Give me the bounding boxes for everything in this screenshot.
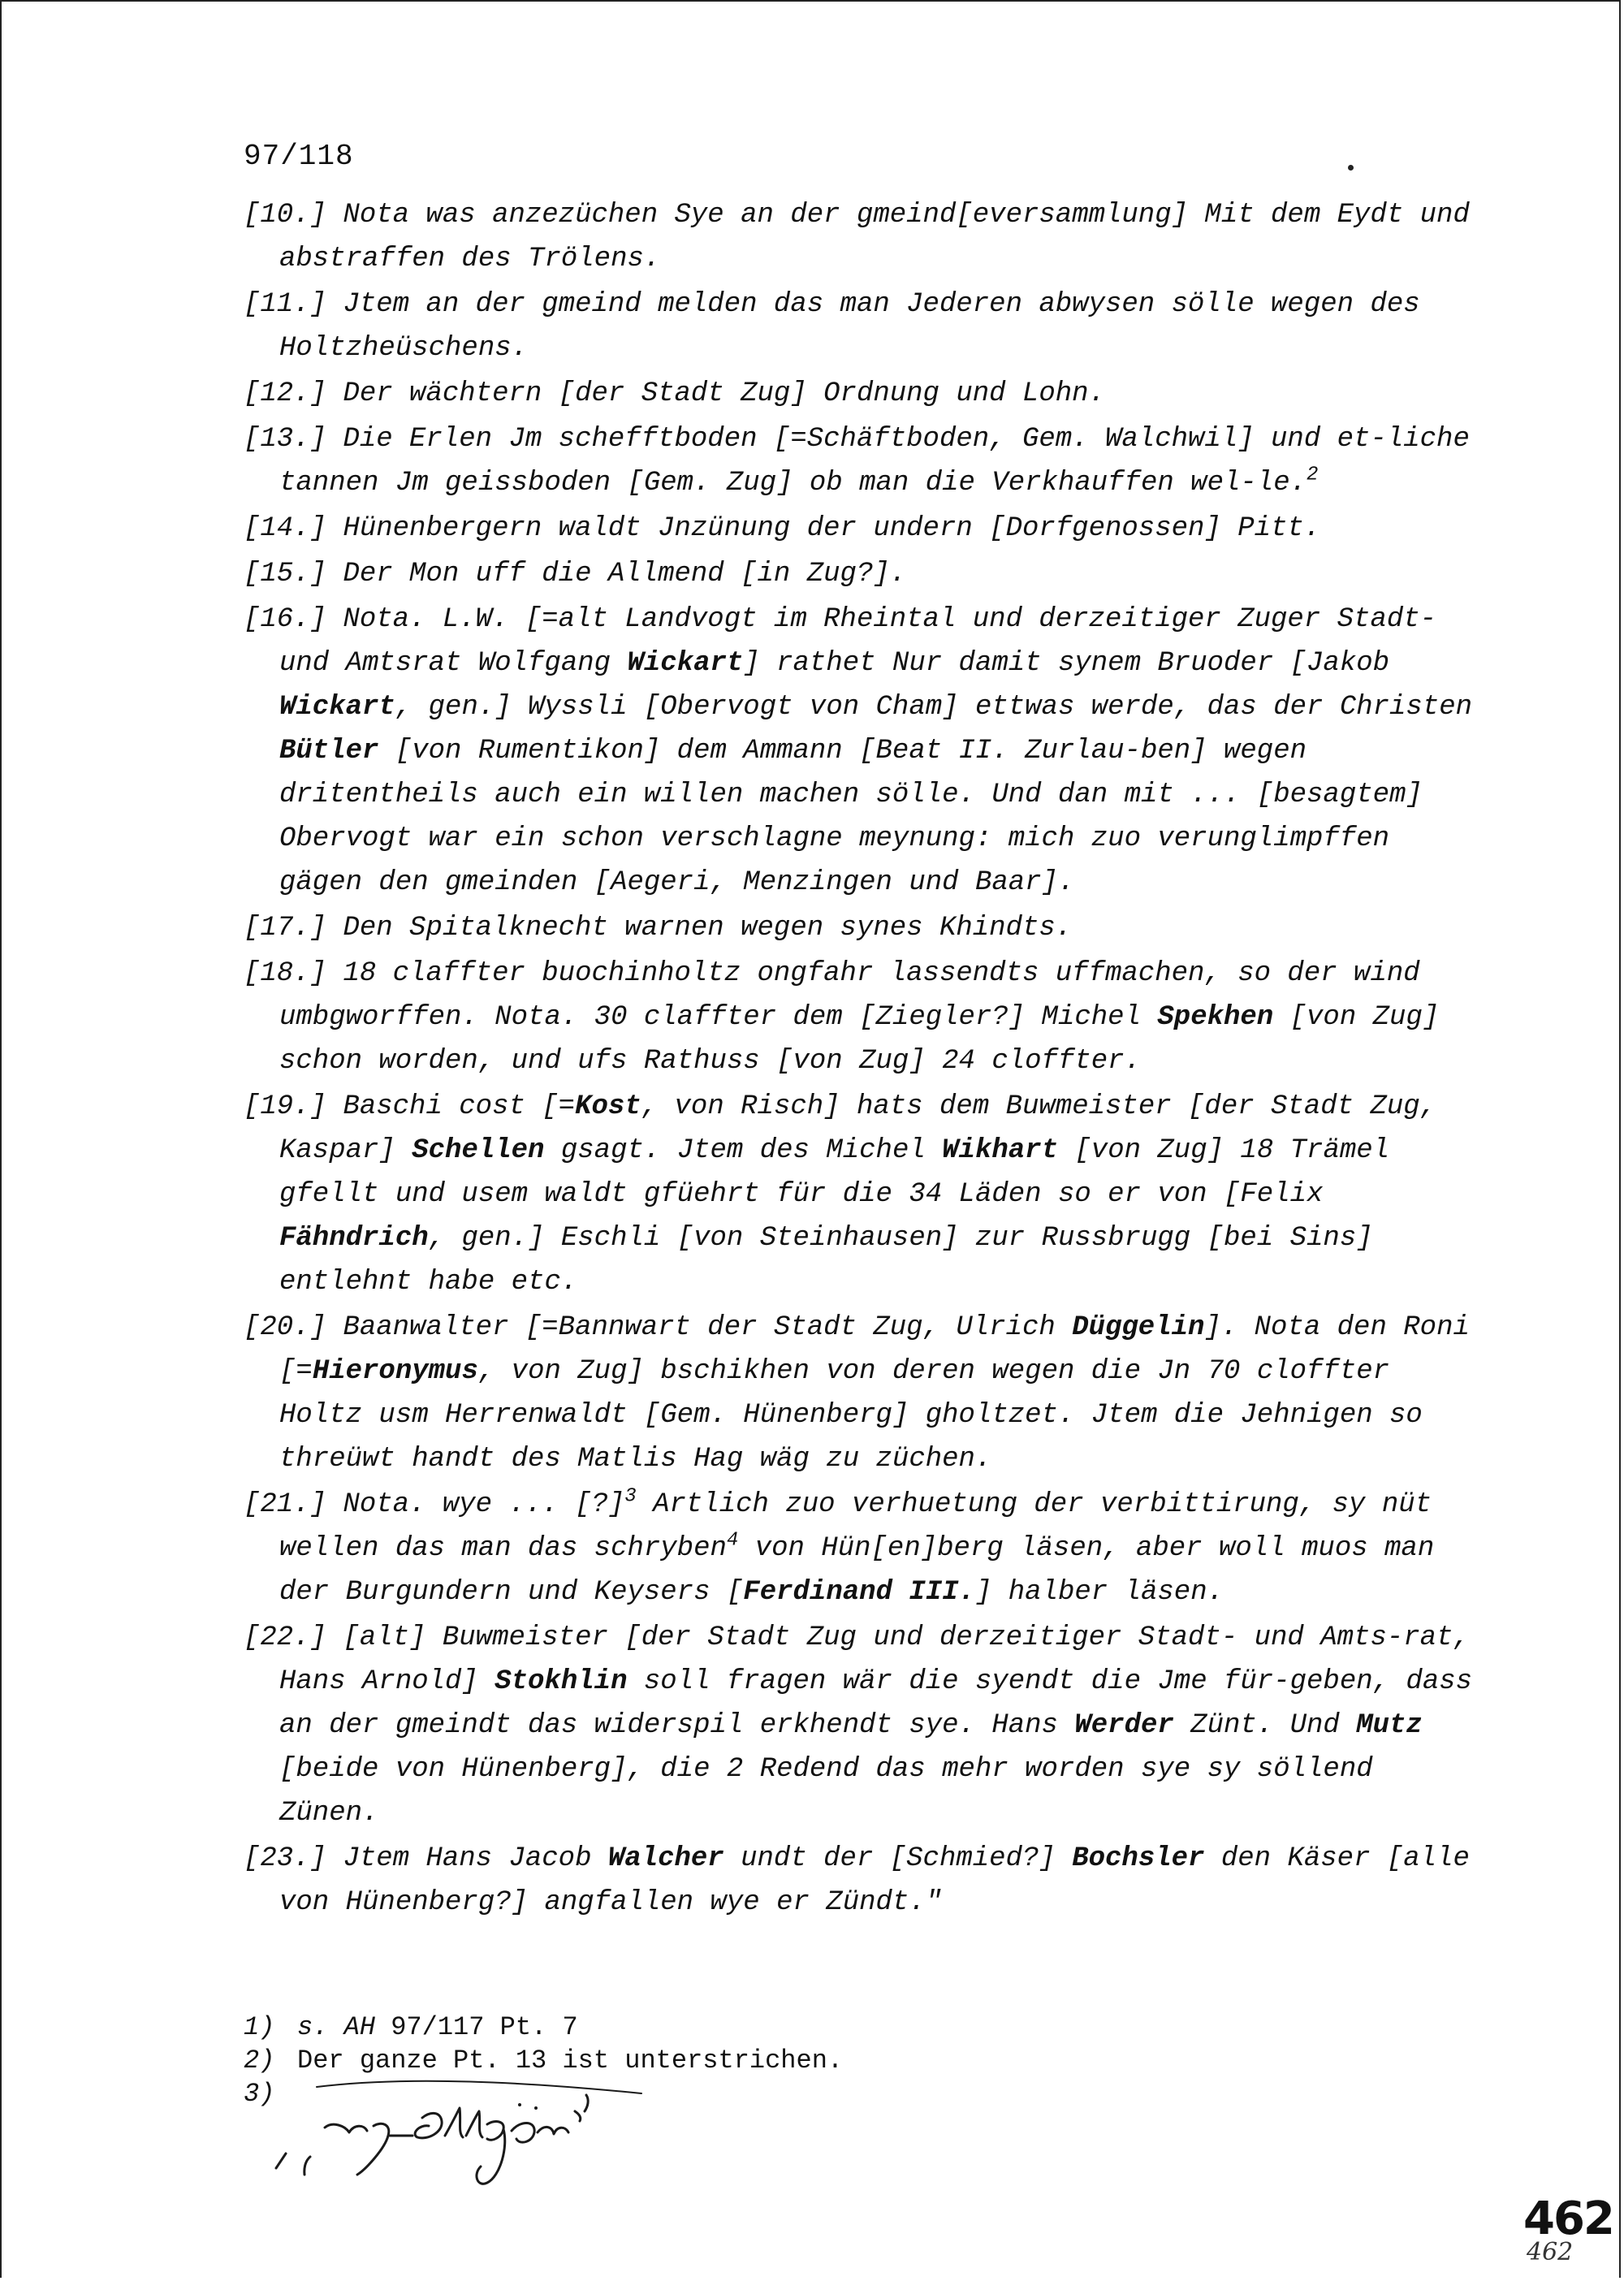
name-werder: Werder xyxy=(1074,1710,1174,1741)
name-ferdinand: Ferdinand III. xyxy=(743,1577,975,1608)
footnote-ref-4: 4 xyxy=(726,1529,739,1552)
name-bochsler: Bochsler xyxy=(1072,1843,1205,1874)
name-wickart-2: Wickart xyxy=(279,692,395,723)
entry-21: [21.] Nota. wye ... [?]$^3$ Artlich zuo verhuetung der verbittirung, sy nüt wellen das man das schryben$^4$ von Hün[en]berg läsen, aber woll muos man der Burgundern und Keysers [Ferdinand III.] halber läsen. xyxy=(244,1485,1435,1608)
entries-list xyxy=(244,193,1478,1926)
document-number: 97/118 xyxy=(244,140,354,173)
footnote-ref-2: 2 xyxy=(1307,464,1319,486)
footnote-2: 2) Der ganze Pt. 13 ist unterstrichen. xyxy=(244,2046,844,2076)
folio-stamp: 462 xyxy=(1523,2192,1613,2245)
name-spekhen: Spekhen xyxy=(1157,1002,1274,1033)
entry-18: [18.] 18 claffter buochinholtz ongfahr lassendts uffmachen, so der wind umbgworffen. Nota. 30 claffter dem [Ziegler?] Michel Spekhen [von Zug] schon worden, und ufs Rathuss [von Zug] 24 cloffter. xyxy=(244,958,1440,1077)
entry-10: [10.] Nota was anzezüchen Sye an der gmeind[eversammlung] Mit dem Eydt und abstraffen des Trölens. xyxy=(244,200,1470,274)
footnote-3: 3) xyxy=(244,2079,275,2109)
name-dueggelin: Düggelin xyxy=(1072,1312,1205,1343)
folio-handwritten: 462 xyxy=(1527,2238,1574,2266)
entry-11: [11.] Jtem an der gmeind melden das man Jederen abwysen sölle wegen des Holtzheüschens. xyxy=(244,289,1420,364)
entry-20: [20.] Baanwalter [=Bannwart der Stadt Zug, Ulrich Düggelin]. Nota den Roni [=Hieronymus, von Zug] bschikhen von deren wegen die Jn 70 cloffter Holtz usm Herrenwaldt [Gem. Hünenberg] gholtzet. Jtem die Jehnigen so threüwt handt des Matlis Hag wäg zu züchen. xyxy=(244,1312,1470,1475)
entry-17: [17.] Den Spitalknecht warnen wegen synes Khindts. xyxy=(244,913,1073,944)
name-schellen: Schellen xyxy=(412,1135,545,1166)
entry-14: [14.] Hünenbergern waldt Jnzünung der undern [Dorfgenossen] Pitt. xyxy=(244,513,1321,544)
name-buetler: Bütler xyxy=(279,736,379,767)
handwritten-signature xyxy=(268,2079,650,2201)
name-hieronymus: Hieronymus xyxy=(312,1356,478,1387)
entry-22: [22.] [alt] Buwmeister [der Stadt Zug und derzeitiger Stadt- und Amts-rat, Hans Arnold] Stokhlin soll fragen wär die syendt die Jme für-geben, dass an der gmeindt das widerspil erkhendt sye. Hans Werder Zünt. Und Mutz [beide von Hünenberg], die 2 Redend das mehr worden sye sy söllend Zünen. xyxy=(244,1622,1473,1829)
name-mutz: Mutz xyxy=(1356,1710,1423,1741)
name-walcher: Walcher xyxy=(607,1843,724,1874)
name-stokhlin: Stokhlin xyxy=(495,1666,628,1697)
footnote-1: 1) s. AH 97/117 Pt. 7 xyxy=(244,2012,578,2042)
entry-19: [19.] Baschi cost [=Kost, von Risch] hats dem Buwmeister [der Stadt Zug, Kaspar] Schellen gsagt. Jtem des Michel Wikhart [von Zug] 18 Trämel gfellt und usem waldt gfüehrt für die 34 Läden so er von [Felix Fähndrich, gen.] Eschli [von Steinhausen] zur Russbrugg [bei Sins] entlehnt habe etc. xyxy=(244,1091,1437,1298)
entry-15: [15.] Der Mon uff die Allmend [in Zug?]. xyxy=(244,559,907,590)
entry-16: [16.] Nota. L.W. [=alt Landvogt im Rheintal und derzeitiger Zuger Stadt- und Amtsrat Wolfgang Wickart] rathet Nur damit synem Bruoder [Jakob Wickart, gen.] Wyssli [Obervogt von Cham] ettwas werde, das der Christen Bütler [von Rumentikon] dem Ammann [Beat II. Zurlau-ben] wegen dritentheils auch ein willen machen sölle. Und dan mit ... [besagtem] Obervogt war ein schon verschlagne meynung: mich zuo verunglimpffen gägen den gmeinden [Aegeri, Menzingen und Baar]. xyxy=(244,604,1473,898)
entry-23: [23.] Jtem Hans Jacob Walcher undt der [Schmied?] Bochsler den Käser [alle von Hünenberg?] angfallen wye er Zündt." xyxy=(244,1843,1470,1918)
entry-12: [12.] Der wächtern [der Stadt Zug] Ordnung und Lohn. xyxy=(244,378,1105,409)
name-faehndrich: Fähndrich xyxy=(279,1223,429,1254)
name-kost: Kost xyxy=(575,1091,641,1122)
entry-13: [13.] Die Erlen Jm schefftboden [=Schäftboden, Gem. Walchwil] und et-liche tannen Jm geissboden [Gem. Zug] ob man die Verkhauffen wel-le.$^2$ xyxy=(244,424,1470,499)
scan-speck xyxy=(1348,165,1354,171)
footnote-ref-3: 3 xyxy=(624,1485,637,1508)
name-wikhart: Wikhart xyxy=(942,1135,1058,1166)
name-wickart: Wickart xyxy=(627,648,744,679)
